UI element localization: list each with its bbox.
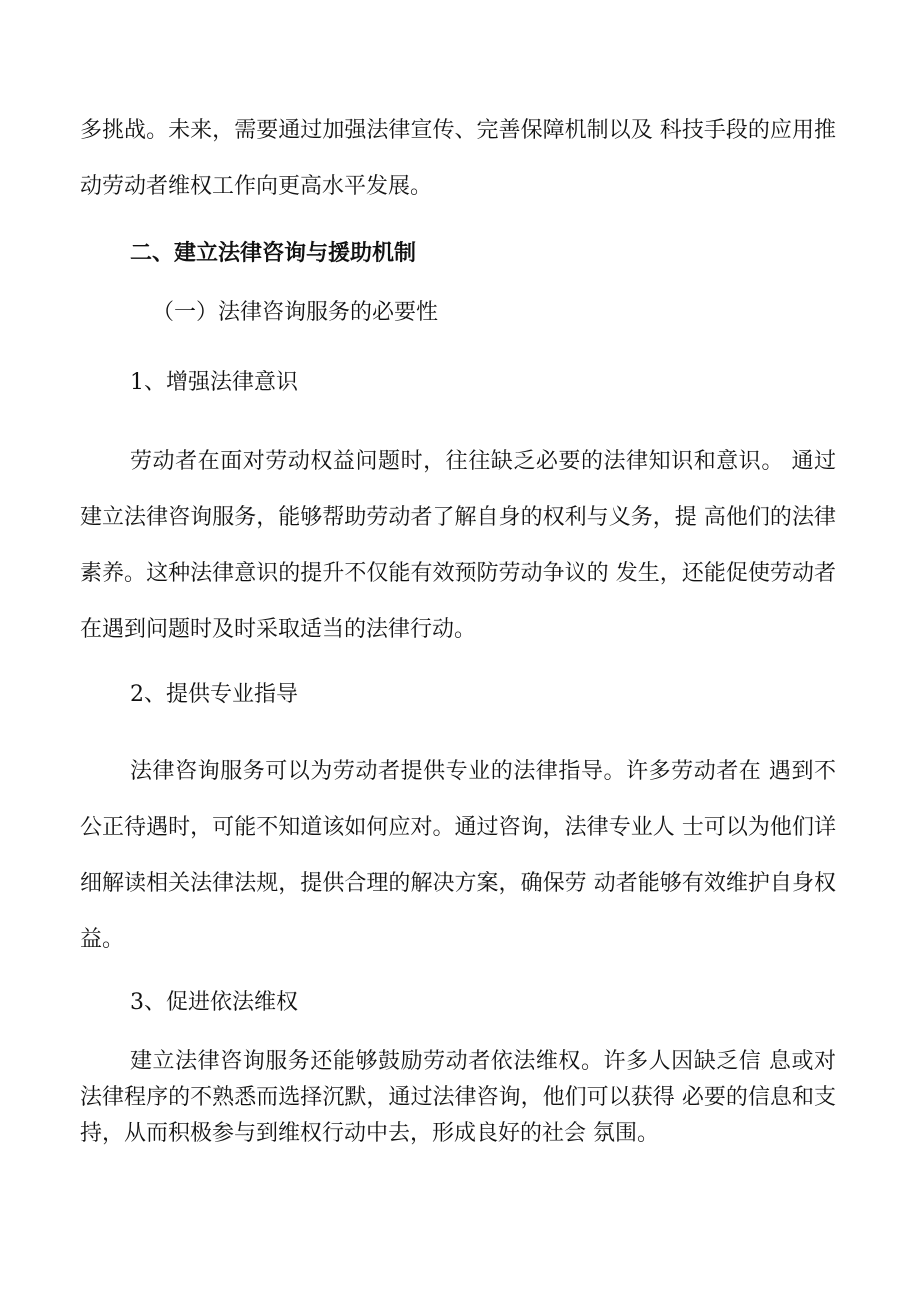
intro-paragraph: 多挑战。未来，需要通过加强法律宣传、完善保障机制以及 科技手段的应用推动劳动者维权工作向更高水平发展。	[80, 118, 836, 199]
subsection-title: （一）法律咨询服务的必要性	[152, 300, 439, 325]
item-body-2: 法律咨询服务可以为劳动者提供专业的法律指导。许多劳动者在 遇到不公正待遇时，可能不知道该如何应对。通过咨询，法律专业人 士可以为他们详细解读相关法律法规，提供合理的解决方案，确保劳 动者能够有效维护自身权益。	[80, 759, 836, 952]
item-heading-1: 1、增强法律意识	[130, 370, 298, 395]
section-title: 二、建立法律咨询与援助机制	[130, 240, 417, 266]
item-heading-3: 3、促进依法维权	[130, 990, 298, 1015]
item-body-3: 建立法律咨询服务还能够鼓励劳动者依法维权。许多人因缺乏信 息或对法律程序的不熟悉而选择沉默，通过法律咨询，他们可以获得 必要的信息和支持，从而积极参与到维权行动中去，形成良好的社会 氛围。	[80, 1049, 836, 1146]
item-body-1: 劳动者在面对劳动权益问题时，往往缺乏必要的法律知识和意识。 通过建立法律咨询服务，能够帮助劳动者了解自身的权利与义务，提 高他们的法律素养。这种法律意识的提升不仅能有效预防劳动争议的 发生，还能促使劳动者在遇到问题时及时采取适当的法律行动。	[80, 449, 836, 642]
item-heading-2: 2、提供专业指导	[130, 682, 298, 707]
